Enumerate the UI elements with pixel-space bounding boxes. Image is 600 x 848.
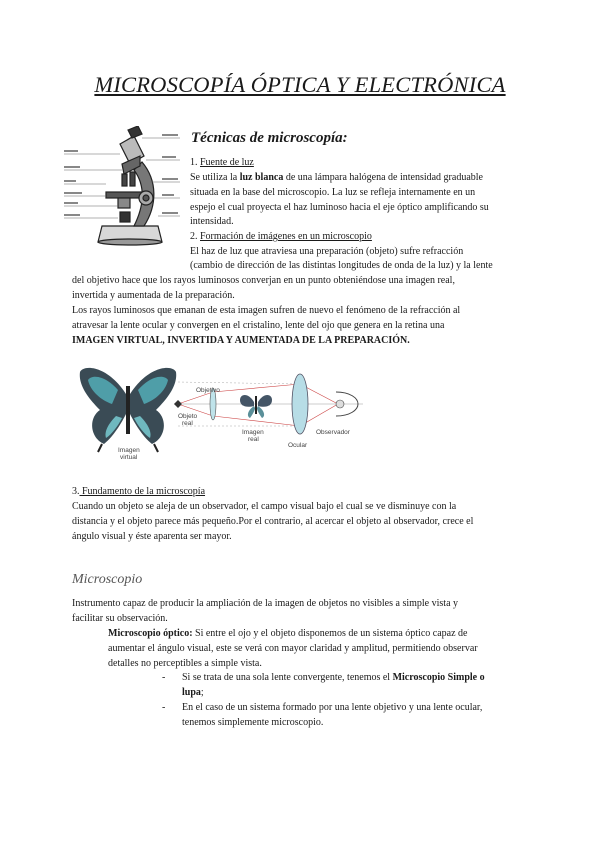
bold-run: luz blanca <box>239 172 284 183</box>
item3-number: 3. <box>72 486 80 497</box>
item2-title: Formación de imágenes en un microscopio <box>200 231 372 242</box>
label-observador: Observador <box>316 429 350 436</box>
item1-line: espejo el cual proyecta el haz luminoso hacia el eje óptico amplificando su <box>190 202 489 213</box>
item1-heading <box>190 155 254 171</box>
bullet-line <box>182 670 485 686</box>
label-objeto-real: real <box>182 420 193 427</box>
microscopio-line: facilitar su observación. <box>72 613 168 624</box>
bullet-dash: - <box>162 702 166 713</box>
bold-run: Microscopio Simple o <box>392 672 485 683</box>
item3-line: distancia y el objeto parece más pequeño.Por el contrario, al acercar el objeto al observador, crece el <box>72 516 474 527</box>
item2-line: Los rayos luminosos que emanan de esta imagen sufren de nuevo el fenómeno de la refracción al <box>72 305 461 316</box>
optico-line <box>108 626 467 642</box>
item2-line: del objetivo hace que los rayos luminosos converjan en un punto obteniéndose una imagen real, <box>72 275 455 286</box>
bullet-dash: - <box>162 672 166 683</box>
bullet-line <box>182 685 204 701</box>
item2-line: invertida y aumentada de la preparación. <box>72 290 235 301</box>
item2-number: 2. <box>190 231 198 242</box>
item3-line: ángulo visual y éste aparenta ser mayor. <box>72 531 232 542</box>
item3-heading <box>72 484 205 500</box>
item2-line: (cambio de dirección de las distintas longitudes de onda de la luz) y la lente <box>190 260 493 271</box>
label-imagen-virtual: virtual <box>120 454 138 461</box>
optics-diagram <box>78 362 368 462</box>
microscopio-heading: Microscopio <box>72 572 143 587</box>
item3-title: Fundamento de la microscopía <box>79 486 206 497</box>
section-subtitle: Técnicas de microscopía: <box>191 130 348 146</box>
label-imagen-real: Imagen <box>242 429 264 436</box>
object-mark <box>174 400 182 408</box>
label-imagen-virtual: Imagen <box>118 447 140 454</box>
text-run: Si entre el ojo y el objeto disponemos de un sistema óptico capaz de <box>192 628 468 639</box>
real-image-butterfly <box>240 395 272 418</box>
page-title: MICROSCOPÍA ÓPTICA Y ELECTRÓNICA <box>94 72 506 97</box>
optico-term: Microscopio óptico: <box>108 628 193 639</box>
bold-run: lupa <box>182 687 201 698</box>
item2-line: El haz de luz que atraviesa una preparación (objeto) sufre refracción <box>190 246 464 257</box>
label-ocular: Ocular <box>288 442 308 449</box>
bullet-line: tenemos simplemente microscopio. <box>182 717 324 728</box>
item1-line: intensidad. <box>190 216 234 227</box>
text-run: ; <box>200 687 204 698</box>
microscope-illustration <box>62 126 182 248</box>
optico-line: detalles no perceptibles a simple vista. <box>108 658 262 669</box>
item1-title: Fuente de luz <box>200 157 254 168</box>
ocular-lens <box>292 374 308 434</box>
label-imagen-real: real <box>248 436 259 443</box>
text-run: Si se trata de una sola lente convergente, tenemos el <box>182 672 393 683</box>
optico-line: aumentar el ángulo visual, este se verá con mayor claridad y amplitud, permitiendo observar <box>108 643 478 654</box>
bullet-line: En el caso de un sistema formado por una lente objetivo y una lente ocular, <box>182 702 483 713</box>
text-run: de una lámpara halógena de intensidad graduable <box>283 172 483 183</box>
virtual-image-butterfly <box>80 368 176 452</box>
item1-number: 1. <box>190 157 198 168</box>
item3-line: Cuando un objeto se aleja de un observador, el campo visual bajo el cual se ve disminuye con la <box>72 501 457 512</box>
item1-line: situada en la base del microscopio. La luz se refleja internamente en un <box>190 187 476 198</box>
label-objeto-real: Objeto <box>178 413 198 420</box>
item2-emphasis: IMAGEN VIRTUAL, INVERTIDA Y AUMENTADA DE LA PREPARACIÓN. <box>72 335 410 346</box>
item2-heading <box>190 229 372 245</box>
item1-line <box>190 170 483 186</box>
text-run: Se utiliza la <box>190 172 240 183</box>
item2-line: atravesar la lente ocular y convergen en el cristalino, lente del ojo que genera en la retina una <box>72 320 445 331</box>
label-objetivo: Objetivo <box>196 387 220 394</box>
microscopio-line: Instrumento capaz de producir la ampliación de la imagen de objetos no visibles a simple vista y <box>72 598 459 609</box>
